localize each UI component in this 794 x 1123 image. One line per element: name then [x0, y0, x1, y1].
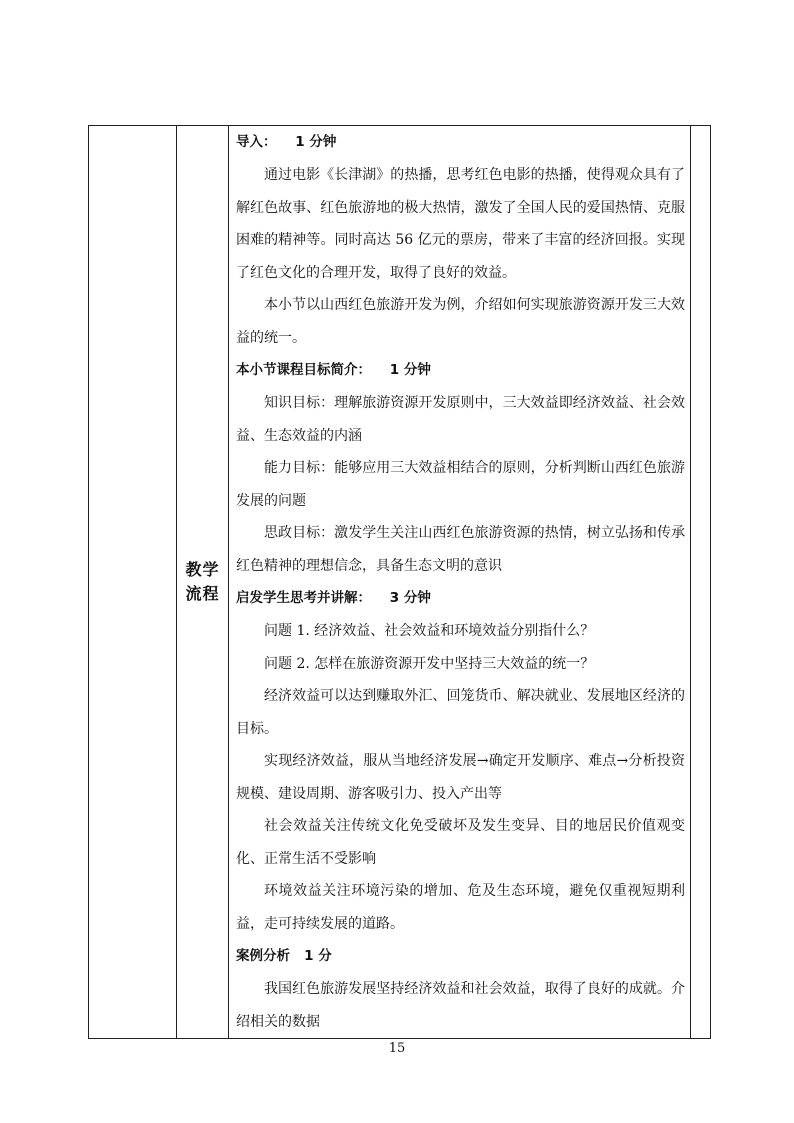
table-row — [89, 126, 711, 1039]
section-heading: 案例分析 1 分 — [236, 948, 332, 964]
empty-right-cell — [691, 126, 711, 1039]
paragraph: 我国红色旅游发展坚持经济效益和社会效益，取得了良好的成就。介绍相关的数据 — [236, 981, 685, 1030]
page-number: 15 — [388, 1041, 406, 1056]
section-heading: 启发学生思考并讲解： 3 分钟 — [236, 590, 431, 606]
paragraph: 问题 1. 经济效益、社会效益和环境效益分别指什么？ — [264, 623, 595, 639]
paragraph: 思政目标：激发学生关注山西红色旅游资源的热情，树立弘扬和传承红色精神的理想信念，具备生态文明的意识 — [236, 525, 685, 574]
content-body — [229, 126, 690, 1038]
lesson-plan-table — [88, 125, 711, 1039]
content-cell — [229, 126, 691, 1039]
empty-left-cell — [89, 126, 177, 1039]
section-heading: 本小节课程目标简介： 1 分钟 — [236, 362, 431, 378]
paragraph: 社会效益关注传统文化免受破坏及发生变异、目的地居民价值观变化、正常生活不受影响 — [236, 818, 685, 867]
paragraph: 问题 2. 怎样在旅游资源开发中坚持三大效益的统一？ — [264, 655, 595, 672]
paragraph: 通过电影《长津湖》的热播，思考红色电影的热播，使得观众具有了解红色故事、红色旅游地的极大热情，激发了全国人民的爱国热情、克服困难的精神等。同时高达 56 亿元的票房，带来了丰富的经济回报。实现了红色文化的合理开发，取得了良好的效益。 — [236, 167, 685, 281]
paragraph: 经济效益可以达到赚取外汇、回笼货币、解决就业、发展地区经济的目标。 — [236, 688, 685, 737]
section-heading: 导入： 1 分钟 — [236, 134, 337, 150]
paragraph: 知识目标：理解旅游资源开发原则中，三大效益即经济效益、社会效益、生态效益的内涵 — [236, 395, 685, 444]
row-label: 教学流程 — [185, 560, 220, 603]
paragraph: 环境效益关注环境污染的增加、危及生态环境，避免仅重视短期利益，走可持续发展的道路。 — [236, 883, 685, 932]
paragraph: 本小节以山西红色旅游开发为例，介绍如何实现旅游资源开发三大效益的统一。 — [236, 297, 685, 346]
paragraph: 实现经济效益，服从当地经济发展→确定开发顺序、难点→分析投资规模、建设周期、游客吸引力、投入产出等 — [236, 753, 685, 802]
paragraph: 能力目标：能够应用三大效益相结合的原则，分析判断山西红色旅游发展的问题 — [236, 460, 685, 509]
section-objectives — [236, 354, 685, 582]
section-intro — [236, 126, 685, 354]
section-case-study — [236, 940, 685, 1038]
row-label-cell — [177, 126, 229, 1039]
section-discussion — [236, 582, 685, 940]
